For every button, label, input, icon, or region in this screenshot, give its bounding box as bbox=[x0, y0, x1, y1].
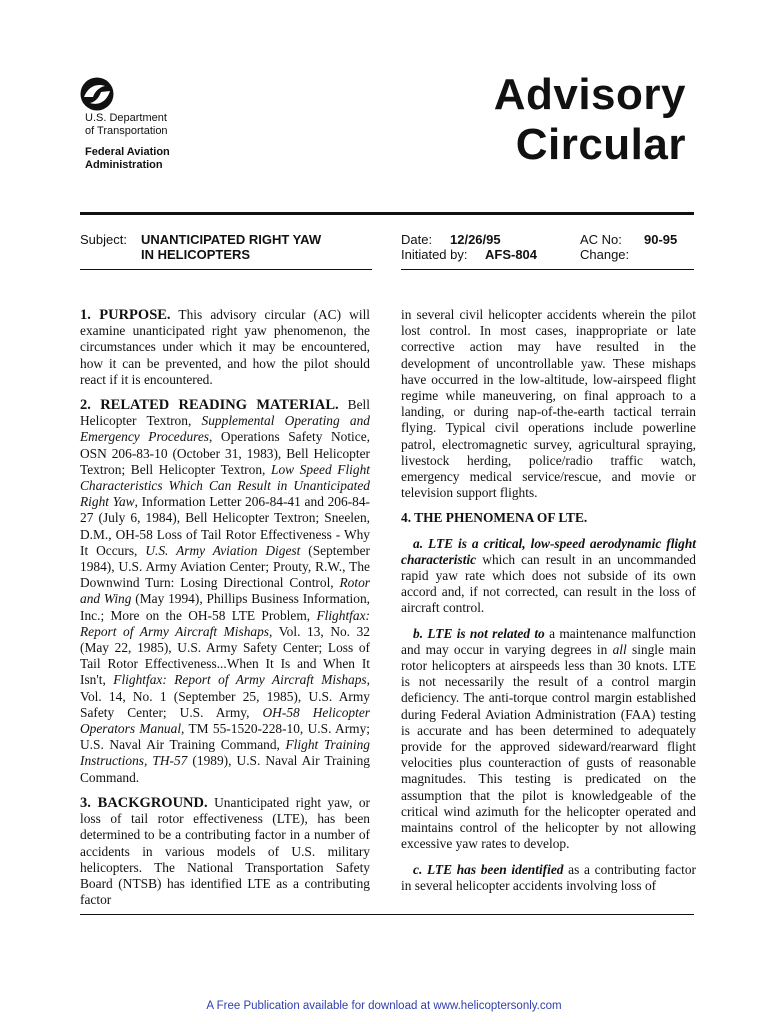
agency-line: of Transportation bbox=[85, 124, 168, 137]
paragraph-text: a maintenance malfunction and may occur in varying degrees in bbox=[401, 625, 696, 657]
section-background bbox=[80, 795, 370, 908]
subsection-b bbox=[401, 626, 696, 853]
subsection-c bbox=[401, 862, 696, 894]
section-heading: 3. BACKGROUND. bbox=[80, 794, 208, 811]
citation-title: Low Speed Flight Characteristics Which Can Result in Unanticipated Right Yaw bbox=[80, 461, 370, 510]
paragraph-text: single main rotor helicopters at airspeeds less than 30 knots. LTE is not necessarily the result of a control margin deficiency. The anti-torque control margin established during Federal Aviation Administration (FAA) testing is accurate and has been determined to adequately provide for the approved sideward/rearward flight velocities plus counteraction of gusts of reasonable magnitudes. This testing is predicated on the assumption that the pilot is knowledgeable of the critical wind azimuth for the helicopter operated and maintains control of the helicopter by not allowing excessive yaw rates to develop. bbox=[401, 641, 696, 852]
section-purpose bbox=[80, 307, 370, 388]
citation-title: Supplemental Operating and Emergency Procedures bbox=[80, 413, 371, 445]
citation-title: U.S. Army Aviation Digest bbox=[145, 542, 301, 558]
citation-title: Rotor and Wing bbox=[80, 575, 370, 607]
section-heading: 1. PURPOSE. bbox=[80, 307, 171, 323]
subsection-lead: a. LTE is a critical, low-speed aerodynamic flight characteristic bbox=[401, 535, 696, 567]
paragraph-text: , Information Letter 206-84-41 and 206-84-27 (July 6, 1984), Bell Helicopter Textron; Sneelen, D.M., OH-58 Loss of Tail Rotor Effectiveness - Why It Occurs, bbox=[80, 494, 371, 558]
paragraph-text: , TM 55-1520-228-10, U.S. Army; U.S. Naval Air Training Command, bbox=[80, 721, 370, 753]
section-related-reading bbox=[80, 397, 370, 786]
subject-text bbox=[141, 232, 321, 262]
paragraph-text: (May 1994), Phillips Business Information, Inc.; More on the OH-58 LTE Problem, bbox=[80, 591, 370, 623]
header-rule bbox=[80, 212, 694, 215]
subject-rule bbox=[80, 269, 372, 270]
date-label: Date: bbox=[401, 232, 433, 247]
ac-value: 90-95 bbox=[644, 232, 678, 247]
paragraph-background-continued: in several civil helicopter accidents wherein the pilot lost control. In most cases, inappropriate or late corrective action may have resulted in the development of uncontrollable yaw. These mishaps have occurred in the low-altitude, low-airspeed flight regime while maneuvering, on final approach to a landing, or during nap-of-the-earth tactical terrain flying. Typical civil operations include powerline patrol, electromagnetic survey, agricultural spraying, livestock herding, police/radio traffic watch, emergency medical service/rescue, and movie or television support flights. bbox=[401, 307, 696, 501]
subsection-lead: c. LTE has been identified bbox=[413, 861, 564, 877]
citation-title: Flightfax: Report of Army Aircraft Mishaps bbox=[80, 607, 370, 639]
paragraph-text: which can result in an uncommanded rapid yaw rate which does not subside of its own accord and, if not corrected, can result in the loss of aircraft control. bbox=[401, 551, 696, 616]
agency-bold-line: Administration bbox=[85, 158, 163, 171]
paragraph-text: , Vol. 14, No. 1 (September 25, 1985), U.S. Army Safety Center; U.S. Army, bbox=[80, 672, 370, 720]
dot-logo-icon bbox=[80, 77, 114, 111]
initiated-value: AFS-804 bbox=[485, 247, 538, 262]
paragraph-text: as a contributing factor in several helicopter accidents involving loss of bbox=[401, 861, 696, 893]
footer-download-link[interactable]: A Free Publication available for download at www.helicoptersonly.com bbox=[206, 1000, 562, 1012]
agency-line: U.S. Department bbox=[85, 112, 167, 124]
footer-rule bbox=[80, 914, 694, 915]
paragraph-text: (September 1984), U.S. Army Aviation Center; Prouty, R.W., The Downwind Turn: Losing Directional Control, bbox=[80, 542, 370, 591]
subsection-a bbox=[401, 536, 696, 617]
citation-title: Flight Training Instructions, TH-57 bbox=[80, 737, 370, 769]
subject-label: Subject: bbox=[80, 232, 127, 247]
section-heading-phenomena: 4. THE PHENOMENA OF LTE. bbox=[401, 510, 588, 526]
initiated-label: Initiated by: bbox=[401, 247, 468, 262]
ac-label: AC No: bbox=[580, 232, 622, 247]
paragraph-text: (1989), U.S. Naval Air Training Command. bbox=[80, 753, 370, 785]
document-title bbox=[494, 70, 686, 170]
agency-bold-line: Federal Aviation bbox=[85, 146, 170, 158]
emphasis-text: all bbox=[612, 641, 627, 657]
title-line: Circular bbox=[515, 120, 686, 169]
paragraph-text: Unanticipated right yaw, or loss of tail rotor effectiveness (LTE), has been determined to be a contributing factor in a number of accidents in various models of U.S. military helicopters. The National Transportation Safety Board (NTSB) has identified LTE as a contributing factor bbox=[80, 794, 370, 908]
agency-block bbox=[85, 112, 170, 171]
date-value: 12/26/95 bbox=[450, 232, 501, 247]
ac-block bbox=[580, 232, 678, 262]
paragraph-text: , Vol. 13, No. 32 (May 22, 1985), U.S. Army Safety Center; Loss of Tail Rotor Effectiveness...When It Is and When It Isn't, bbox=[80, 623, 371, 688]
change-label: Change: bbox=[580, 247, 630, 262]
body-left-column bbox=[80, 307, 370, 917]
citation-title: OH-58 Helicopter Operators Manual bbox=[80, 704, 370, 737]
subsection-lead: b. LTE is not related to bbox=[413, 625, 545, 641]
subject-line: IN HELICOPTERS bbox=[141, 247, 251, 262]
title-line: Advisory bbox=[493, 70, 686, 119]
date-rule bbox=[401, 269, 694, 270]
subject-line: UNANTICIPATED RIGHT YAW bbox=[141, 232, 322, 247]
body-right-column bbox=[401, 307, 696, 903]
section-heading: 2. RELATED READING MATERIAL. bbox=[80, 397, 339, 414]
paragraph-text: , Operations Safety Notice, OSN 206-83-10 (October 31, 1983), Bell Helicopter Textron; Bell Helicopter Textron, bbox=[80, 429, 370, 477]
citation-title: Flightfax: Report of Army Aircraft Mishaps bbox=[113, 672, 367, 688]
paragraph-text: Bell Helicopter Textron, bbox=[80, 397, 370, 429]
date-block bbox=[401, 232, 538, 262]
paragraph-text: This advisory circular (AC) will examine unanticipated right yaw phenomenon, the circumstances under which it may be encountered, how it can be prevented, and how the pilot should react if it is encountered. bbox=[80, 307, 371, 387]
